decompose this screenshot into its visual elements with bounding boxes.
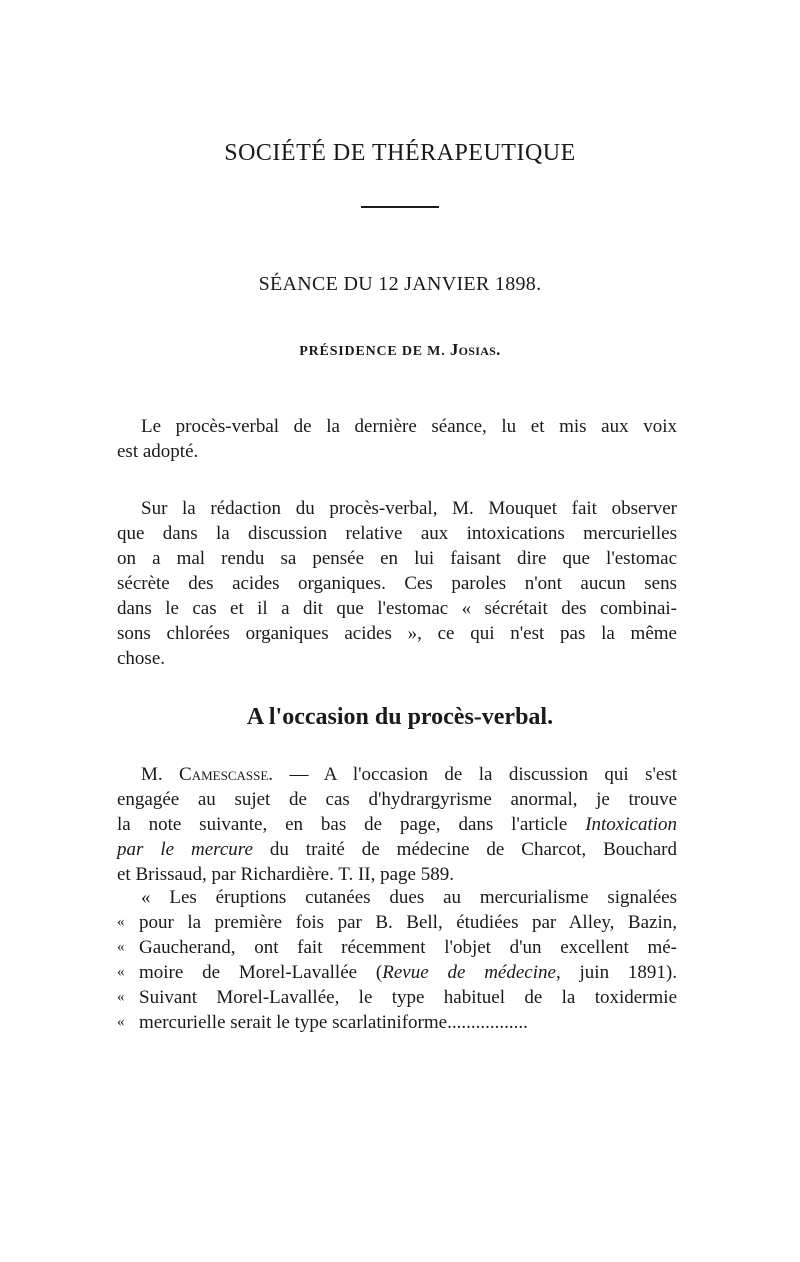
text-line: par le mercure du traité de médecine de Charcot, Bouchard xyxy=(117,839,677,860)
section-heading: A l'occasion du procès-verbal. xyxy=(246,704,554,730)
presidence-line xyxy=(0,340,800,360)
quote-line: « Les éruptions cutanées dues au mercurialisme signalées xyxy=(141,887,677,908)
text-line: Sur la rédaction du procès-verbal, M. Mouquet fait observer xyxy=(141,498,677,519)
title-rule xyxy=(361,206,439,208)
text-line: dans le cas et il a dit que l'estomac « sécrétait des combinai- xyxy=(117,598,677,619)
paragraph-mouquet xyxy=(117,496,677,671)
president-name: Josias. xyxy=(449,340,501,359)
quote-line: « mercurielle serait le type scarlatiniforme................. xyxy=(117,1012,528,1033)
quoted-note xyxy=(117,885,677,1035)
quote-line: « pour la première fois par B. Bell, étudiées par Alley, Bazin, xyxy=(117,912,677,933)
society-title: SOCIÉTÉ DE THÉRAPEUTIQUE xyxy=(224,140,576,166)
presidence-prefix: PRÉSIDENCE DE M. xyxy=(299,344,446,359)
quote-line: « Gaucherand, ont fait récemment l'objet d'un excellent mé- xyxy=(117,937,677,958)
text-line: sons chlorées organiques acides », ce qui n'est pas la même xyxy=(117,623,677,644)
paragraph-camescasse xyxy=(117,762,677,887)
quote-mark: « xyxy=(117,964,125,980)
text-line: la note suivante, en bas de page, dans l'article Intoxication xyxy=(117,814,677,835)
quote-mark: « xyxy=(117,914,125,930)
text-line: et Brissaud, par Richardière. T. II, page 589. xyxy=(117,864,454,885)
text-line: Le procès-verbal de la dernière séance, lu et mis aux voix xyxy=(141,416,677,437)
quote-line: « Suivant Morel-Lavallée, le type habituel de la toxidermie xyxy=(117,987,677,1008)
text-line: on a mal rendu sa pensée en lui faisant dire que l'estomac xyxy=(117,548,677,569)
text-line: chose. xyxy=(117,648,166,669)
article-title-italic: par le mercure xyxy=(117,839,253,860)
text-line: M. Camescasse. — A l'occasion de la discussion qui s'est xyxy=(141,764,677,785)
speaker-name: M. Camescasse. xyxy=(141,764,274,785)
quote-line: « moire de Morel-Lavallée (Revue de médecine, juin 1891). xyxy=(117,962,677,983)
text-line: que dans la discussion relative aux intoxications mercurielles xyxy=(117,523,677,544)
text-line: engagée au sujet de cas d'hydrargyrisme anormal, je trouve xyxy=(117,789,677,810)
journal-title-italic: Revue de médecine xyxy=(382,962,556,983)
quote-mark: « xyxy=(117,939,125,955)
paragraph-adoption xyxy=(117,414,677,464)
text-line: est adopté. xyxy=(117,441,199,462)
quote-mark: « xyxy=(117,1014,125,1030)
article-title-italic: Intoxication xyxy=(585,814,677,835)
text-line: sécrète des acides organiques. Ces paroles n'ont aucun sens xyxy=(117,573,677,594)
seance-date: SÉANCE DU 12 JANVIER 1898. xyxy=(258,273,542,295)
quote-mark: « xyxy=(117,989,125,1005)
